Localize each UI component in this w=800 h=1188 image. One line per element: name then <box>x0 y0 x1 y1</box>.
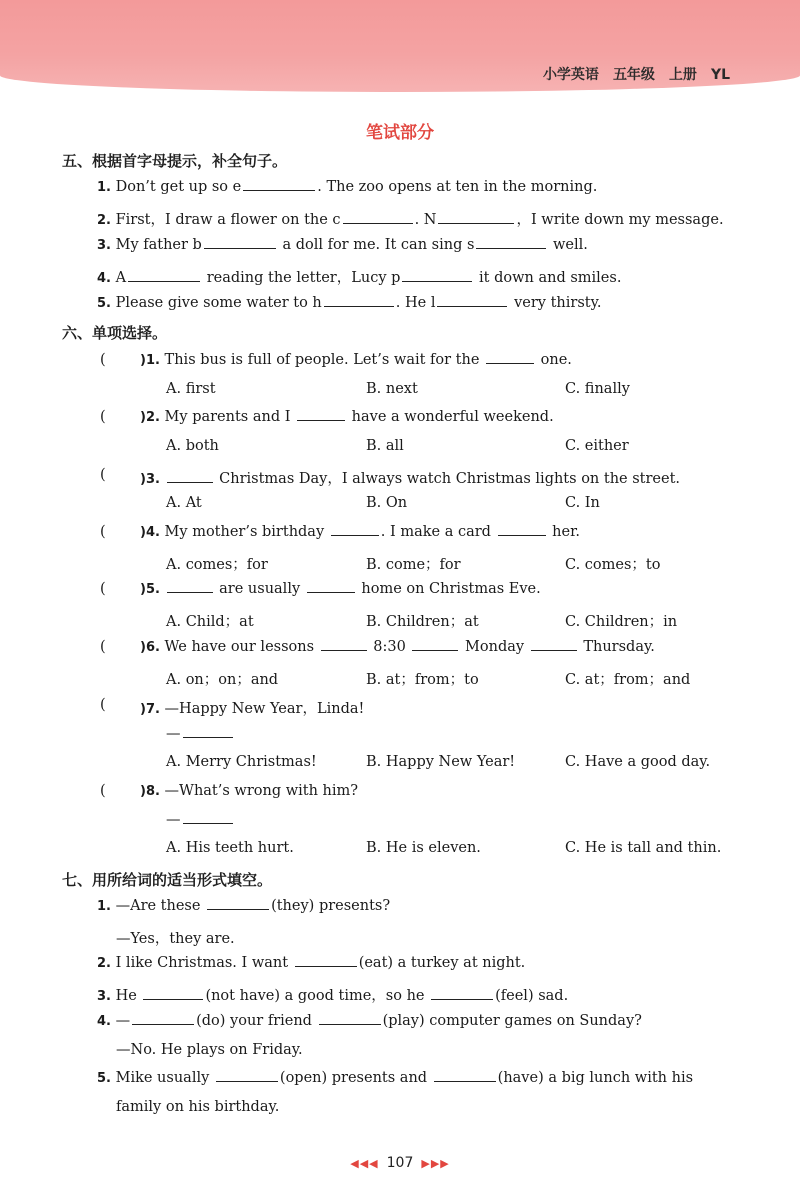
answer-paren: ( <box>100 524 106 540</box>
p6-q5-option-a: A. Child；at <box>166 614 254 630</box>
left-arrows-icon: ◀◀◀ <box>350 1157 379 1170</box>
answer-paren: ( <box>100 467 106 483</box>
answer-paren: ( <box>100 581 106 597</box>
p6-q8-option-c: C. He is tall and thin. <box>565 840 722 856</box>
p5-q4: 4. A reading the letter，Lucy p it down and smiles. <box>97 270 622 286</box>
p7-q5: 5. Mike usually (open) presents and (have) a big lunch with his <box>97 1070 694 1086</box>
term: 上册 <box>668 67 697 83</box>
p6-q1-option-a: A. first <box>166 381 216 397</box>
p6-q2-option-b: B. all <box>366 438 404 454</box>
answer-paren: ( <box>100 783 106 799</box>
p6-q4: )4. My mother’s birthday . I make a card her. <box>140 524 581 540</box>
p6-q2: )2. My parents and I have a wonderful weekend. <box>140 409 554 425</box>
edition: YL <box>710 67 730 83</box>
p6-q5-option-c: C. Children；in <box>565 614 678 630</box>
p5-q3: 3. My father b a doll for me. It can sing s well. <box>97 237 588 253</box>
answer-paren: ( <box>100 409 106 425</box>
p7-q4-answer: —No. He plays on Friday. <box>116 1042 303 1058</box>
subject: 小学英语 <box>542 67 599 83</box>
grade: 五年级 <box>612 67 655 83</box>
p6-q1: )1. This bus is full of people. Let’s wait for the one. <box>140 352 572 368</box>
p6-q3-option-b: B. On <box>366 495 408 511</box>
p6-q6-option-b: B. at；from；to <box>366 672 479 688</box>
p6-q6: )6. We have our lessons 8:30 Monday Thursday. <box>140 639 655 655</box>
section-seven-heading: 七、用所给词的适当形式填空。 <box>62 871 273 889</box>
p7-q1-answer: —Yes，they are. <box>116 931 235 947</box>
p5-q5: 5. Please give some water to h . He l very thirsty. <box>97 295 602 311</box>
p6-q1-option-c: C. finally <box>565 381 630 397</box>
p6-q2-option-c: C. either <box>565 438 629 454</box>
p6-q3-option-c: C. In <box>565 495 600 511</box>
answer-paren: ( <box>100 697 106 713</box>
p6-q8: )8. —What’s wrong with him? <box>140 783 359 799</box>
p7-q1: 1. —Are these (they) presents? <box>97 898 391 914</box>
section-six-heading: 六、单项选择。 <box>62 324 168 342</box>
p6-q4-option-b: B. come；for <box>366 557 461 573</box>
p6-q8-response: — <box>166 812 235 828</box>
p6-q4-option-a: A. comes；for <box>166 557 268 573</box>
p6-q7-option-c: C. Have a good day. <box>565 754 711 770</box>
p6-q3-option-a: A. At <box>166 495 202 511</box>
p6-q5-option-b: B. Children；at <box>366 614 479 630</box>
p6-q6-option-a: A. on；on；and <box>166 672 279 688</box>
p7-q3: 3. He (not have) a good time，so he (feel) sad. <box>97 988 569 1004</box>
p7-q2: 2. I like Christmas. I want (eat) a turkey at night. <box>97 955 526 971</box>
book-info <box>529 64 730 84</box>
p6-q7: )7. —Happy New Year，Linda! <box>140 701 365 717</box>
p6-q7-response: — <box>166 726 235 742</box>
answer-paren: ( <box>100 639 106 655</box>
p6-q7-option-b: B. Happy New Year! <box>366 754 516 770</box>
p6-q3: )3. Christmas Day，I always watch Christmas lights on the street. <box>140 471 681 487</box>
page-header-band <box>0 0 800 92</box>
p5-q2: 2. First，I draw a flower on the c . N ，I write down my message. <box>97 212 724 228</box>
page-footer <box>0 1155 800 1171</box>
p5-q1: 1. Don’t get up so e . The zoo opens at ten in the morning. <box>97 179 598 195</box>
answer-paren: ( <box>100 352 106 368</box>
page-title: 笔试部分 <box>366 123 434 143</box>
right-arrows-icon: ▶▶▶ <box>421 1157 450 1170</box>
p7-q5-continued: family on his birthday. <box>116 1099 280 1115</box>
p6-q8-option-a: A. His teeth hurt. <box>166 840 294 856</box>
page-number: 107 <box>386 1155 414 1171</box>
p6-q2-option-a: A. both <box>166 438 219 454</box>
section-five-heading: 五、根据首字母提示，补全句子。 <box>62 152 288 170</box>
p7-q4: 4. — (do) your friend (play) computer games on Sunday? <box>97 1013 642 1029</box>
p6-q8-option-b: B. He is eleven. <box>366 840 481 856</box>
p6-q5: )5. are usually home on Christmas Eve. <box>140 581 541 597</box>
p6-q7-option-a: A. Merry Christmas! <box>166 754 317 770</box>
p6-q6-option-c: C. at；from；and <box>565 672 691 688</box>
p6-q4-option-c: C. comes；to <box>565 557 661 573</box>
p6-q1-option-b: B. next <box>366 381 418 397</box>
